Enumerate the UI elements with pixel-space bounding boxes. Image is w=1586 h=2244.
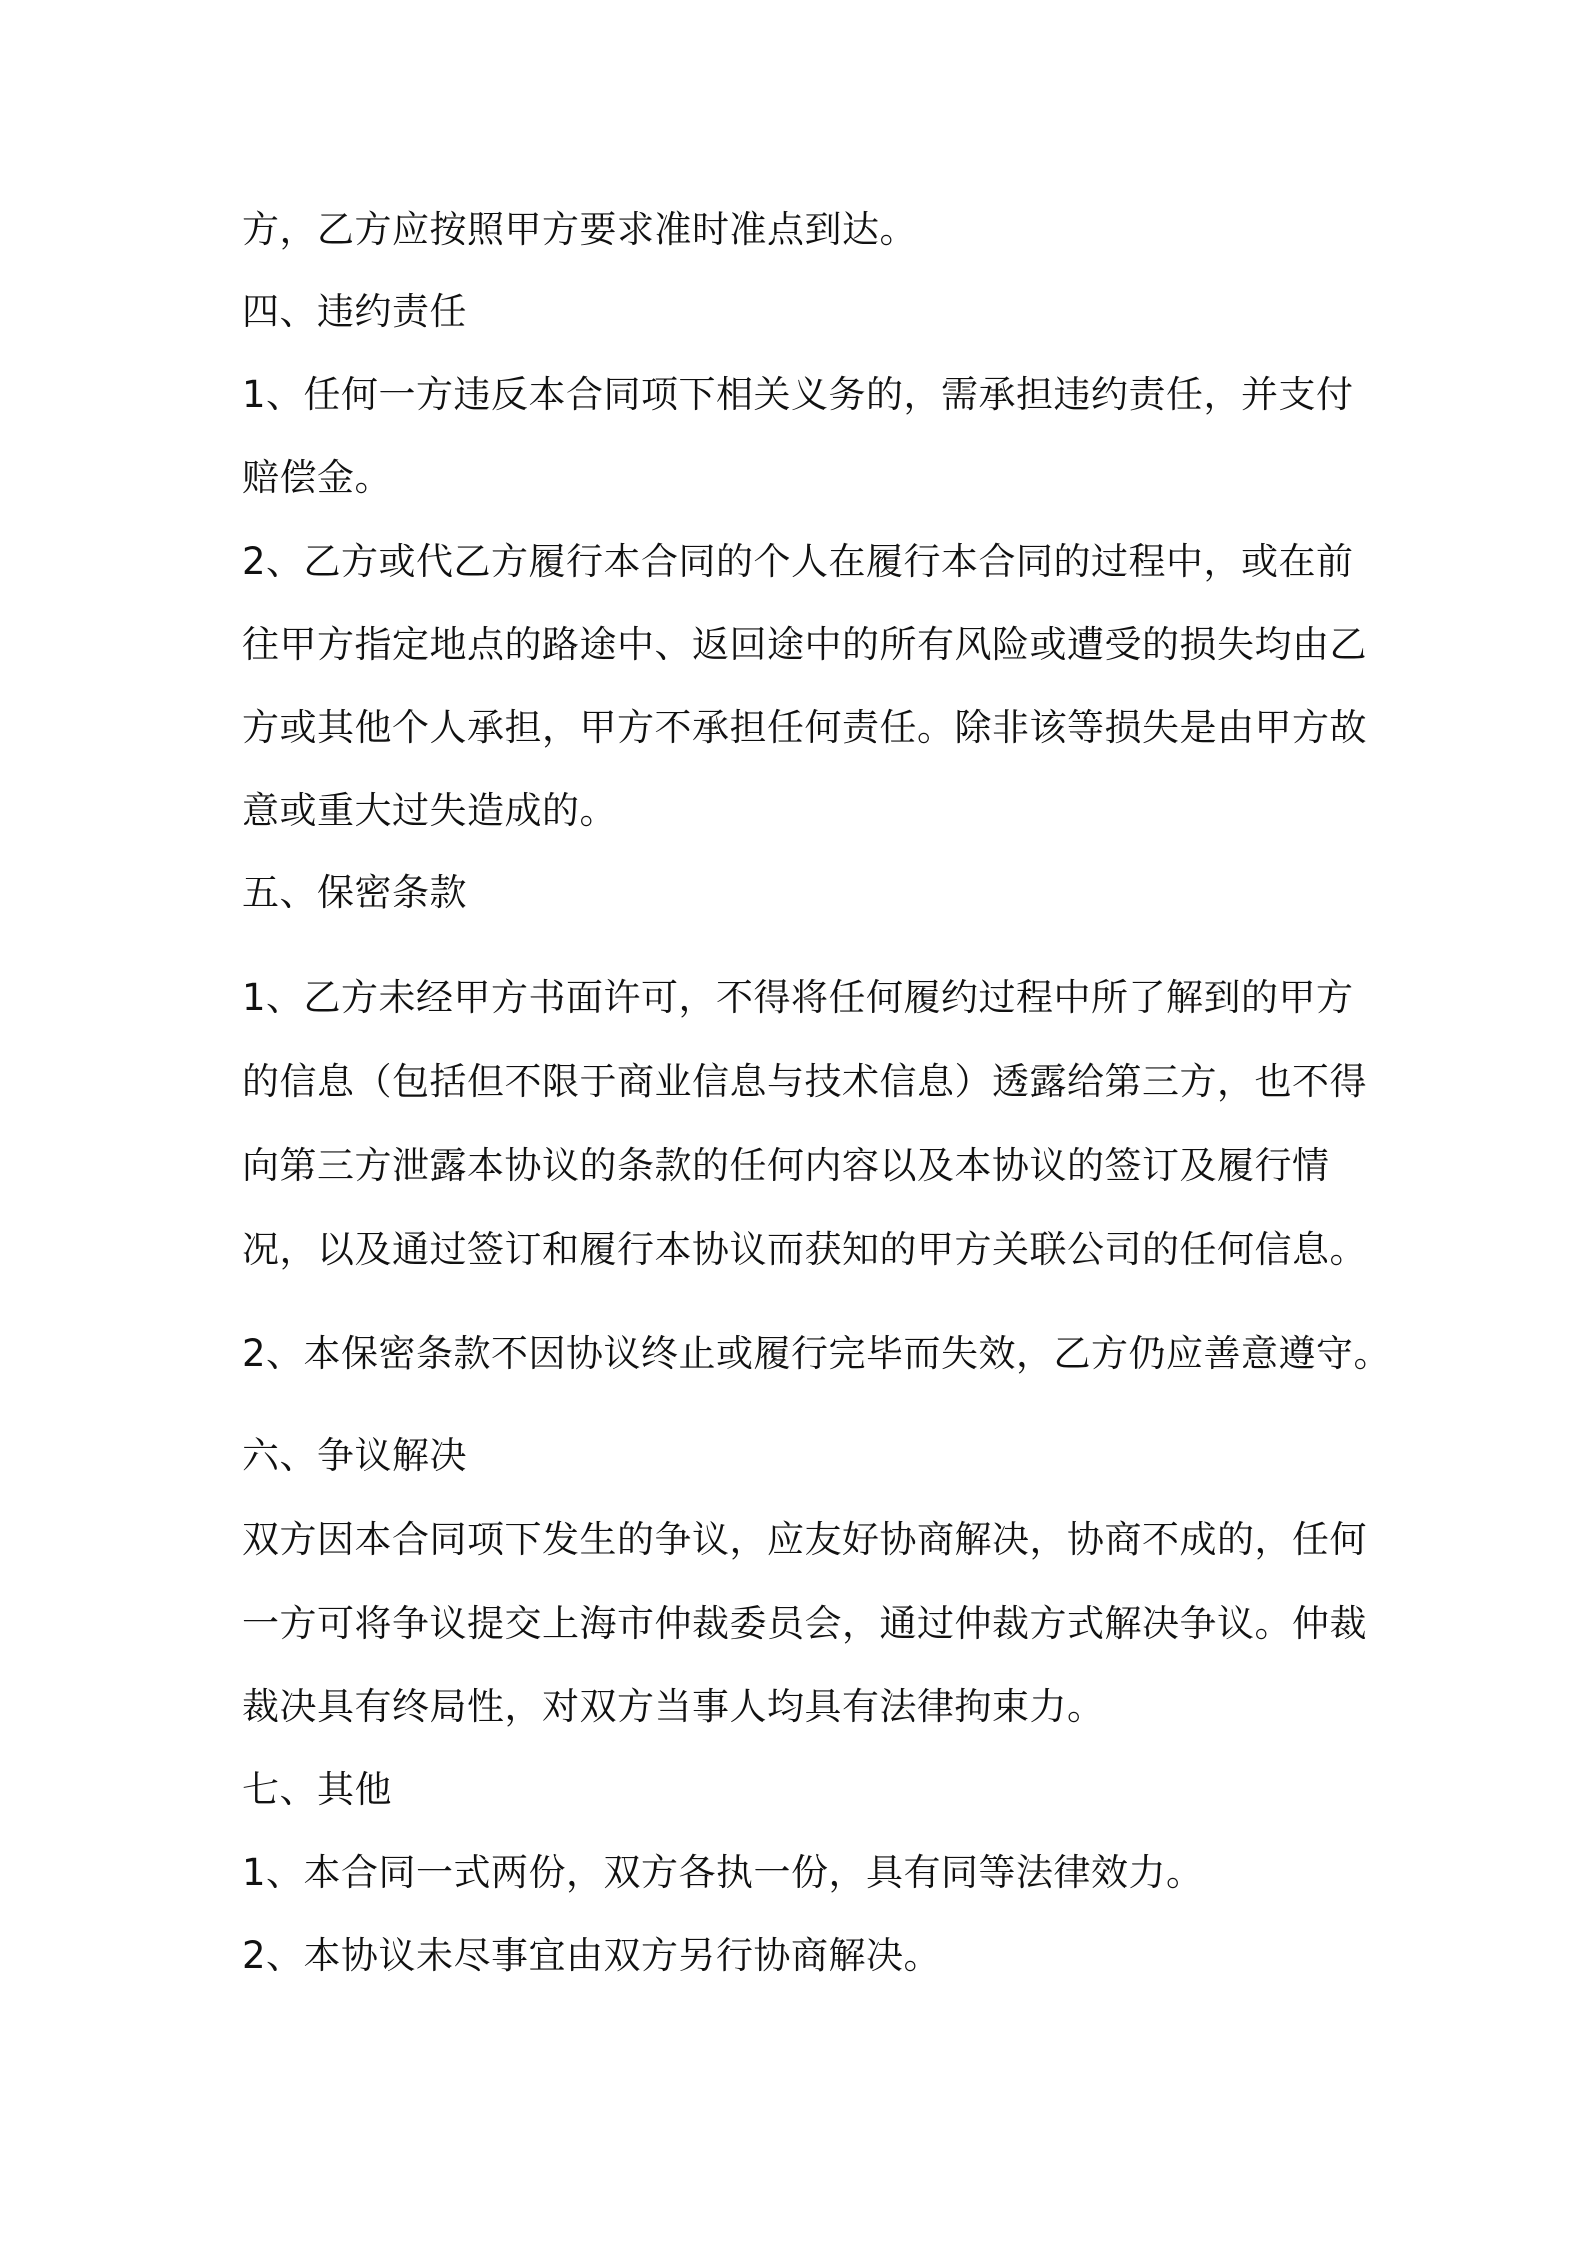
paragraph-line: 方，乙方应按照甲方要求准时准点到达。: [242, 208, 917, 251]
paragraph-line: 意或重大过失造成的。: [242, 789, 617, 832]
paragraph-line: 况，以及通过签订和履行本协议而获知的甲方关联公司的任何信息。: [242, 1228, 1367, 1271]
paragraph-line: 双方因本合同项下发生的争议，应友好协商解决，协商不成的，任何: [242, 1518, 1367, 1561]
paragraph-line: 的信息（包括但不限于商业信息与技术信息）透露给第三方，也不得: [242, 1060, 1367, 1103]
paragraph-line: 2、乙方或代乙方履行本合同的个人在履行本合同的过程中，或在前: [242, 540, 1354, 583]
section-heading-breach: 四、违约责任: [242, 290, 467, 333]
section-heading-confidentiality: 五、保密条款: [242, 871, 467, 914]
paragraph-line: 1、任何一方违反本合同项下相关义务的，需承担违约责任，并支付: [242, 373, 1354, 416]
paragraph-line: 2、本保密条款不因协议终止或履行完毕而失效，乙方仍应善意遵守。: [242, 1332, 1392, 1375]
paragraph-line: 裁决具有终局性，对双方当事人均具有法律拘束力。: [242, 1685, 1105, 1728]
paragraph-line: 赔偿金。: [242, 456, 392, 499]
paragraph-line: 向第三方泄露本协议的条款的任何内容以及本协议的签订及履行情: [242, 1144, 1330, 1187]
section-heading-dispute: 六、争议解决: [242, 1434, 467, 1477]
paragraph-line: 1、乙方未经甲方书面许可，不得将任何履约过程中所了解到的甲方: [242, 976, 1354, 1019]
section-heading-other: 七、其他: [242, 1768, 392, 1811]
paragraph-line: 1、本合同一式两份，双方各执一份，具有同等法律效力。: [242, 1851, 1204, 1894]
paragraph-line: 方或其他个人承担，甲方不承担任何责任。除非该等损失是由甲方故: [242, 706, 1367, 749]
paragraph-line: 2、本协议未尽事宜由双方另行协商解决。: [242, 1934, 942, 1977]
paragraph-line: 一方可将争议提交上海市仲裁委员会，通过仲裁方式解决争议。仲裁: [242, 1602, 1367, 1645]
paragraph-line: 往甲方指定地点的路途中、返回途中的所有风险或遭受的损失均由乙: [242, 623, 1367, 666]
